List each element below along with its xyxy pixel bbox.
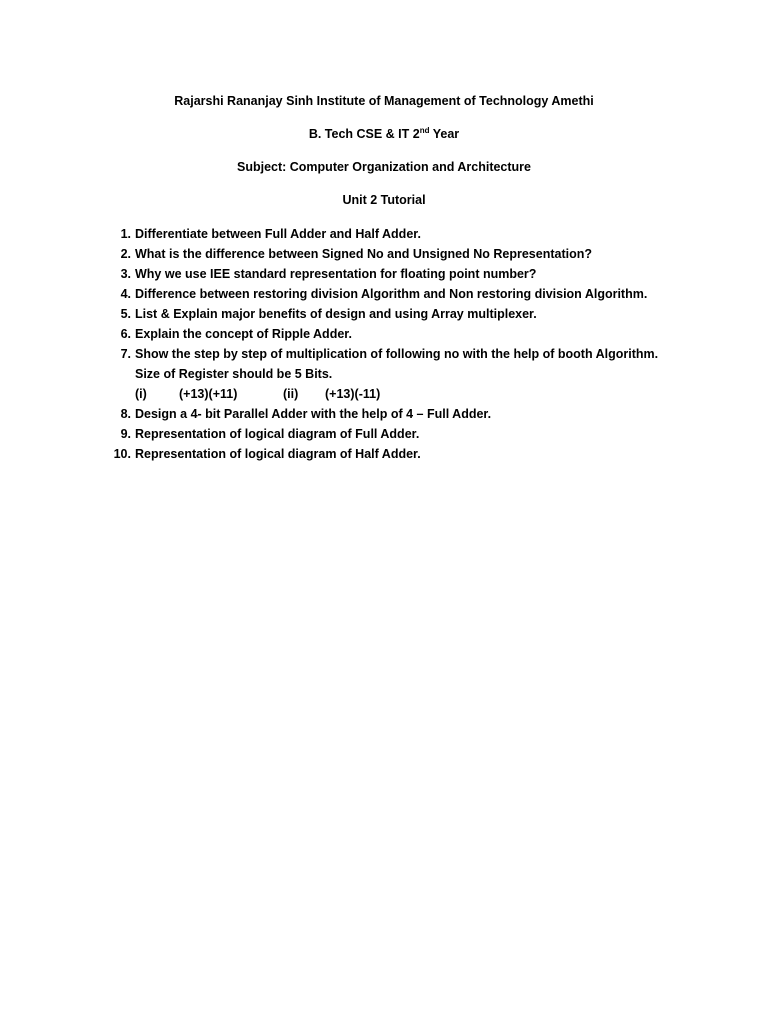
subpart-value: (+13)(+11)	[179, 387, 238, 401]
question-number: 5.	[120, 307, 131, 321]
question-number: 6.	[120, 327, 131, 341]
question-item	[107, 404, 667, 424]
question-number: 2.	[120, 247, 131, 261]
subpart-label: (ii)	[283, 387, 299, 401]
question-item	[107, 244, 667, 264]
question-item	[107, 424, 667, 444]
question-number: 8.	[120, 407, 131, 421]
question-list	[107, 224, 667, 464]
question-item	[107, 224, 667, 244]
question-text: Design a 4- bit Parallel Adder with the help of 4 – Full Adder.	[135, 407, 492, 421]
question-text: Differentiate between Full Adder and Half Adder.	[135, 227, 421, 241]
question-text: What is the difference between Signed No and Unsigned No Representation?	[135, 247, 592, 261]
question-item	[107, 264, 667, 284]
subject-line: Subject: Computer Organization and Architecture	[236, 160, 531, 174]
question-text: Show the step by step of multiplication of following no with the help of booth Algorithm. Size of Register should be 5 Bits.	[135, 347, 659, 381]
subpart-value: (+13)(-11)	[325, 387, 381, 401]
question-item	[107, 324, 667, 344]
question-number: 10.	[113, 447, 131, 461]
subpart-label: (i)	[135, 387, 147, 401]
course-line	[0, 126, 768, 142]
unit-title: Unit 2 Tutorial	[342, 193, 426, 207]
question-text: List & Explain major benefits of design and using Array multiplexer.	[135, 307, 537, 321]
question-number: 7.	[120, 347, 131, 361]
question-number: 9.	[120, 427, 131, 441]
question-item	[107, 444, 667, 464]
question-item	[107, 344, 667, 404]
question-text: Difference between restoring division Algorithm and Non restoring division Algorithm.	[135, 287, 648, 301]
question-text: Explain the concept of Ripple Adder.	[135, 327, 352, 341]
course-ordinal-suffix: nd	[419, 125, 430, 135]
question-text: Representation of logical diagram of Half Adder.	[135, 447, 421, 461]
booth-subparts	[135, 384, 667, 404]
question-text: Why we use IEE standard representation for floating point number?	[135, 267, 537, 281]
question-item	[107, 304, 667, 324]
question-item	[107, 284, 667, 304]
course-suffix: Year	[429, 127, 460, 141]
course-prefix: B. Tech CSE & IT 2	[308, 127, 420, 141]
institute-name: Rajarshi Rananjay Sinh Institute of Management of Technology Amethi	[174, 94, 594, 108]
question-number: 4.	[120, 287, 131, 301]
question-number: 1.	[120, 227, 131, 241]
question-text: Representation of logical diagram of Full Adder.	[135, 427, 420, 441]
question-number: 3.	[120, 267, 131, 281]
